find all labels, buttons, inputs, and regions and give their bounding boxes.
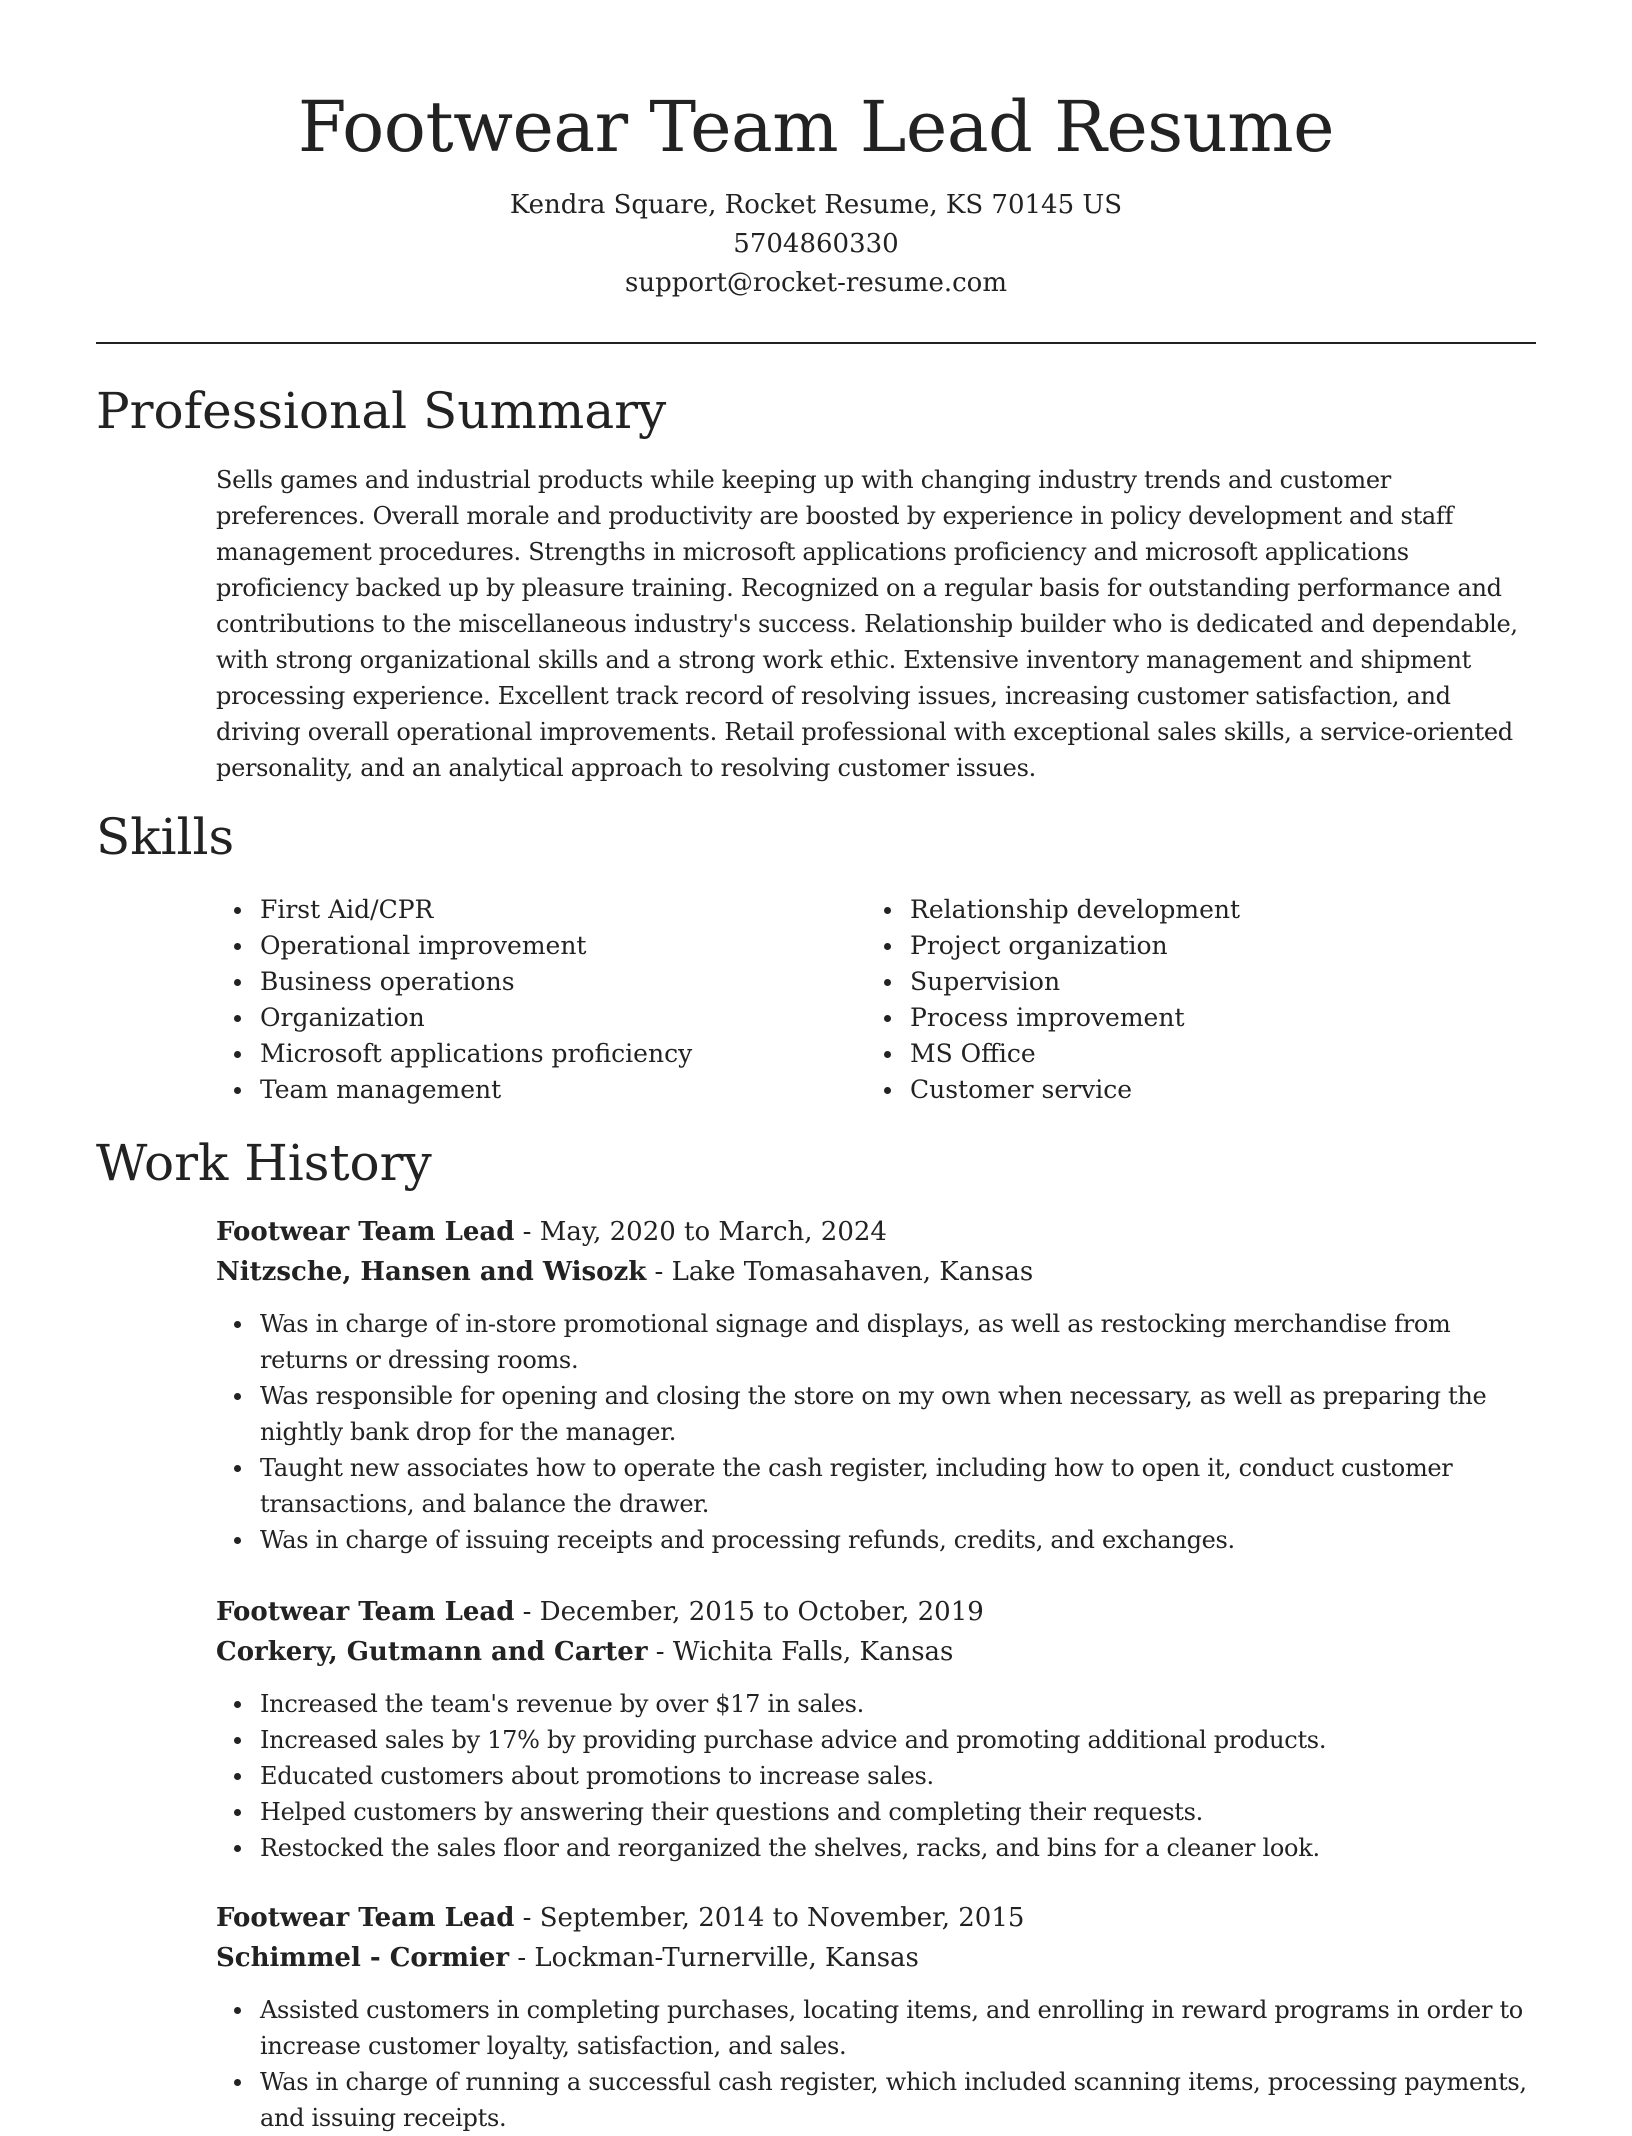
job-duty: Was in charge of issuing receipts and processing refunds, credits, and exchanges.	[216, 1522, 1536, 1558]
skill-item: Team management	[216, 1072, 866, 1108]
job-company-line	[216, 1252, 1536, 1292]
contact-info	[0, 186, 1632, 303]
summary-heading: Professional Summary	[96, 382, 667, 440]
skill-item: Operational improvement	[216, 928, 866, 964]
skill-item: First Aid/CPR	[216, 892, 866, 928]
job-company-line	[216, 1938, 1536, 1978]
job-duty: Helped customers by answering their questions and completing their requests.	[216, 1794, 1536, 1830]
job-duty: Taught new associates how to operate the cash register, including how to open it, conduct customer transactions, and balance the drawer.	[216, 1450, 1536, 1522]
contact-phone: 5704860330	[733, 229, 899, 259]
skills-column-left	[216, 892, 866, 1108]
job-title: Footwear Team Lead	[216, 1903, 515, 1933]
job-duties	[216, 1686, 1536, 1866]
job-duty: Increased the team's revenue by over $17 in sales.	[216, 1686, 1536, 1722]
job-duties	[216, 1306, 1536, 1558]
header-divider	[96, 342, 1536, 344]
resume-title: Footwear Team Lead Resume	[297, 86, 1335, 168]
skill-item: Process improvement	[866, 1000, 1516, 1036]
work-history-heading: Work History	[96, 1134, 432, 1192]
job-entry	[216, 1898, 1536, 2136]
job-location: - Lake Tomasahaven, Kansas	[646, 1257, 1034, 1287]
skill-item: Customer service	[866, 1072, 1516, 1108]
job-title: Footwear Team Lead	[216, 1217, 515, 1247]
job-company: Nitzsche, Hansen and Wisozk	[216, 1257, 647, 1287]
job-dates: - May, 2020 to March, 2024	[514, 1217, 887, 1247]
job-dates: - September, 2014 to November, 2015	[514, 1903, 1025, 1933]
job-company: Schimmel - Cormier	[216, 1943, 510, 1973]
skill-item: MS Office	[866, 1036, 1516, 1072]
job-duty: Restocked the sales floor and reorganized the shelves, racks, and bins for a cleaner look.	[216, 1830, 1536, 1866]
job-duty: Was responsible for opening and closing the store on my own when necessary, as well as preparing the nightly bank drop for the manager.	[216, 1378, 1536, 1450]
job-title: Footwear Team Lead	[216, 1597, 515, 1627]
job-title-line	[216, 1212, 1536, 1252]
job-title-line	[216, 1898, 1536, 1938]
skill-item: Project organization	[866, 928, 1516, 964]
job-company-line	[216, 1632, 1536, 1672]
job-title-line	[216, 1592, 1536, 1632]
skills-list	[216, 892, 1536, 1108]
skill-item: Supervision	[866, 964, 1516, 1000]
job-entry	[216, 1212, 1536, 1558]
job-entry	[216, 1592, 1536, 1866]
skill-item: Microsoft applications proficiency	[216, 1036, 866, 1072]
skill-item: Relationship development	[866, 892, 1516, 928]
job-duty: Was in charge of in-store promotional signage and displays, as well as restocking merchandise from returns or dressing rooms.	[216, 1306, 1536, 1378]
resume-header	[0, 82, 1632, 303]
job-dates: - December, 2015 to October, 2019	[514, 1597, 984, 1627]
job-location: - Wichita Falls, Kansas	[647, 1637, 954, 1667]
skills-column-right	[866, 892, 1516, 1108]
job-duty: Increased sales by 17% by providing purchase advice and promoting additional products.	[216, 1722, 1536, 1758]
job-duty: Assisted customers in completing purchases, locating items, and enrolling in reward programs in order to increase customer loyalty, satisfaction, and sales.	[216, 1992, 1536, 2064]
skill-item: Organization	[216, 1000, 866, 1036]
contact-email: support@rocket-resume.com	[624, 268, 1007, 298]
skill-item: Business operations	[216, 964, 866, 1000]
job-company: Corkery, Gutmann and Carter	[216, 1637, 648, 1667]
job-duty: Educated customers about promotions to increase sales.	[216, 1758, 1536, 1794]
job-duties	[216, 1992, 1536, 2136]
skills-heading: Skills	[96, 808, 235, 866]
contact-address: Kendra Square, Rocket Resume, KS 70145 US	[509, 190, 1123, 220]
job-location: - Lockman-Turnerville, Kansas	[509, 1943, 919, 1973]
job-duty: Was in charge of running a successful cash register, which included scanning items, processing payments, and issuing receipts.	[216, 2064, 1536, 2136]
summary-text: Sells games and industrial products while keeping up with changing industry trends and customer preferences. Overall morale and productivity are boosted by experience in policy development and staff management procedures. Strengths in microsoft applications proficiency and microsoft applications proficiency backed up by pleasure training. Recognized on a regular basis for outstanding performance and contributions to the miscellaneous industry's success. Relationship builder who is dedicated and dependable, with strong organizational skills and a strong work ethic. Extensive inventory management and shipment processing experience. Excellent track record of resolving issues, increasing customer satisfaction, and driving overall operational improvements. Retail professional with exceptional sales skills, a service-oriented personality, and an analytical approach to resolving customer issues.	[216, 466, 1518, 782]
